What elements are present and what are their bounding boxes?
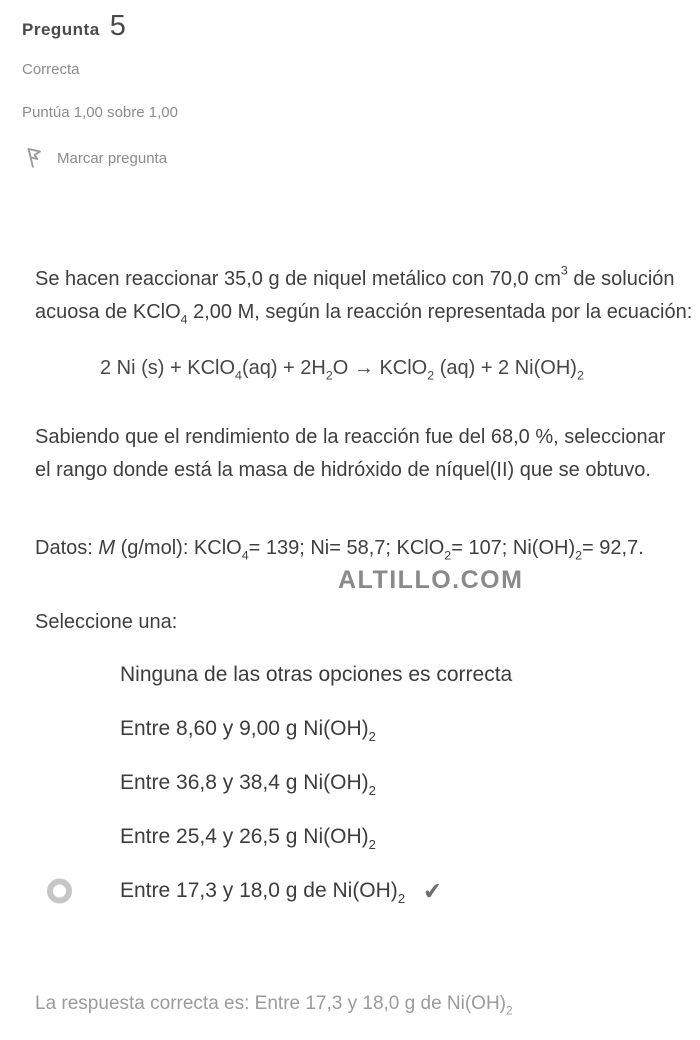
reaction-equation: 2 Ni (s) + KClO$_4$(aq) + $2H_2O$ → KClO$_2$ (aq) + 2 $Ni(OH)_2$ <box>100 357 584 383</box>
answer-option[interactable] <box>0 864 700 918</box>
correct-check-icon: ✔ <box>422 876 444 905</box>
answer-option[interactable] <box>0 648 700 702</box>
question-yield-text: Sabiendo que el rendimiento de la reacción fue del 68,0 %, seleccionar el rango donde está la masa de hidróxido de níquel(II) que se obtuvo. <box>35 426 666 481</box>
question-datos: Datos: M (g/mol): KClO$_4$= 139; Ni= 58,7; KClO$_2$= 107; $Ni(OH)_2= 92,7$. <box>35 537 644 563</box>
question-label: Pregunta <box>22 20 100 39</box>
select-one-prompt: Seleccione una: <box>35 611 178 633</box>
answer-option[interactable] <box>0 810 700 864</box>
answer-option[interactable] <box>0 702 700 756</box>
answer-option[interactable] <box>0 756 700 810</box>
radio-button[interactable] <box>47 879 72 904</box>
answer-option-label: Entre 25,4 y 26,5 g $Ni(OH)_2$ <box>120 825 376 852</box>
flag-question-button[interactable] <box>24 146 167 170</box>
correct-answer-feedback: La respuesta correcta es: Entre 17,3 y 18,0 g de $Ni(OH)_2$ <box>35 993 513 1018</box>
answer-option-label: Entre 8,60 y 9,00 g $Ni(OH)_2$ <box>120 717 376 744</box>
answer-option-label: Entre 36,8 y 38,4 g $Ni(OH)_2$ <box>120 771 376 798</box>
options-list <box>0 648 700 918</box>
question-header <box>22 10 126 43</box>
answer-option-label: Entre 17,3 y 18,0 g de $Ni(OH)_2$ <box>120 879 406 906</box>
question-state: Correcta <box>22 61 80 78</box>
answer-option-label: Ninguna de las otras opciones es correcta <box>120 663 513 686</box>
question-number: 5 <box>109 10 126 42</box>
question-grade: Puntúa 1,00 sobre 1,00 <box>22 104 178 121</box>
flag-question-label: Marcar pregunta <box>57 149 168 167</box>
question-intro: Se hacen reaccionar 35,0 g de niquel metálico con 70,0 $cm^3$ de solución acuosa de KClO$_4$ 2,00 M, según la reacción representada por la ecuación: <box>35 263 693 327</box>
flag-icon <box>24 146 44 170</box>
watermark: ALTILLO.COM <box>338 566 524 594</box>
